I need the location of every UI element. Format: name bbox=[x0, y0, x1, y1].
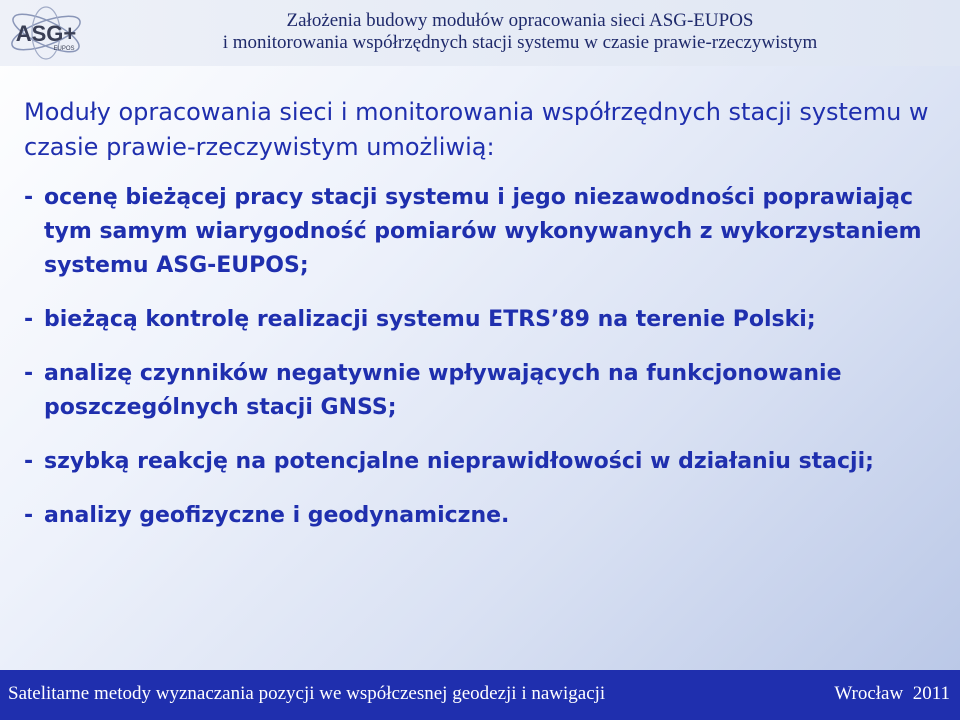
bullet-dash: - bbox=[24, 449, 34, 474]
bullet-dash: - bbox=[24, 361, 34, 386]
bullet-item bbox=[24, 303, 944, 337]
bullet-item bbox=[24, 445, 944, 479]
logo-subtext: EUPOS bbox=[53, 46, 75, 52]
bullet-dash: - bbox=[24, 503, 34, 528]
bullet-dash: - bbox=[24, 185, 34, 210]
footer-place-date: Wrocław 2011 bbox=[834, 683, 950, 704]
footer-course-title: Satelitarne metody wyznaczania pozycji we współczesnej geodezji i nawigacji bbox=[8, 683, 606, 704]
logo-text: ASG+ bbox=[15, 21, 77, 46]
asg-logo-icon bbox=[6, 4, 88, 62]
slide-footer bbox=[0, 670, 960, 720]
bullet-dash: - bbox=[24, 307, 34, 332]
bullet-text: bieżącą kontrolę realizacji systemu ETRS’89 na terenie Polski; bbox=[44, 307, 816, 332]
intro-text: Moduły opracowania sieci i monitorowania współrzędnych stacji systemu w czasie prawie-rzeczywistym umożliwią: bbox=[24, 98, 929, 161]
bullet-item bbox=[24, 181, 944, 283]
bullet-text: analizę czynników negatywnie wpływających na funkcjonowanie poszczególnych stacji GNSS; bbox=[44, 361, 842, 420]
asg-eupos-logo bbox=[6, 4, 88, 62]
bullet-item bbox=[24, 499, 944, 533]
bullet-item bbox=[24, 357, 944, 425]
header-title-line2: i monitorowania współrzędnych stacji systemu w czasie prawie-rzeczywistym bbox=[222, 32, 818, 53]
slide-content bbox=[24, 95, 944, 553]
header-title-line1: Założenia budowy modułów opracowania sieci ASG-EUPOS bbox=[286, 10, 754, 31]
bullet-text: ocenę bieżącej pracy stacji systemu i jego niezawodności poprawiając tym samym wiarygodność pomiarów wykonywanych z wykorzystaniem systemu ASG-EUPOS; bbox=[44, 185, 922, 278]
slide-header-title bbox=[140, 10, 900, 54]
slide-header bbox=[0, 0, 960, 66]
bullet-text: szybką reakcję na potencjalne nieprawidłowości w działaniu stacji; bbox=[44, 449, 874, 474]
bullet-text: analizy geofizyczne i geodynamiczne. bbox=[44, 503, 510, 528]
